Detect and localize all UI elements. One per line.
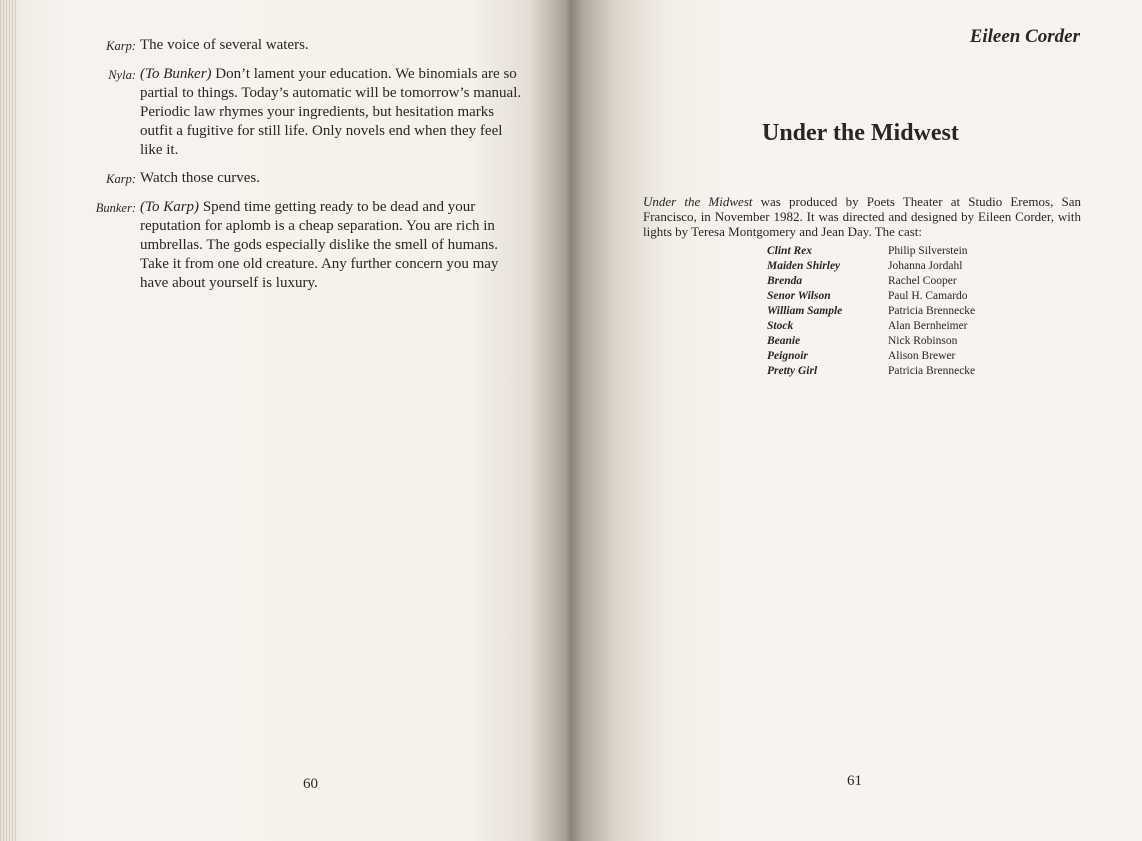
cast-row: [767, 305, 975, 320]
cast-role: Peignoir: [767, 350, 808, 362]
cast-row: [767, 335, 975, 350]
speech-text: [140, 169, 528, 189]
speaker-name: Karp:: [106, 39, 136, 53]
dialogue-line: [88, 36, 528, 56]
cast-row: [767, 275, 975, 290]
cast-role: Maiden Shirley: [767, 260, 841, 272]
speaker-name: Bunker:: [95, 201, 136, 215]
production-text: was produced by Poets Theater at Studio Eremos, San Francisco, in November 1982. It was directed and designed by Eileen Corder, with lights by Teresa Montgomery and Jean Day. The cast:: [643, 194, 1081, 239]
production-play-title: Under the Midwest: [643, 194, 753, 209]
page-edge: [0, 0, 16, 841]
speaker-name: Nyla:: [108, 68, 136, 82]
cast-row: [767, 245, 975, 260]
cast-role: Pretty Girl: [767, 365, 818, 377]
speech-body: The voice of several waters.: [140, 37, 309, 53]
page-number-left: 60: [303, 776, 318, 792]
dialogue-line: [88, 169, 528, 189]
cast-row: [767, 290, 975, 305]
speech-body: Spend time getting ready to be dead and your reputation for aplomb is a cheap separation. You are rich in umbrellas. The gods especially dislike the smell of humans. Take it from one old creature. Any further concern you may have about yourself is luxury.: [140, 199, 499, 291]
speech-text: [140, 198, 528, 293]
play-title: Under the Midwest: [762, 120, 959, 146]
dialogue-block: [88, 36, 528, 302]
cast-role: Brenda: [767, 275, 803, 287]
production-note: [643, 194, 1081, 239]
cast-row: [767, 350, 975, 365]
cast-actor: Paul H. Camardo: [888, 290, 968, 302]
cast-actor: Rachel Cooper: [888, 275, 957, 287]
dialogue-line: [88, 65, 528, 160]
cast-role: William Sample: [767, 305, 843, 317]
page-number-right: 61: [847, 773, 862, 789]
cast-role: Stock: [767, 320, 794, 332]
cast-actor: Alan Bernheimer: [888, 320, 968, 332]
cast-row: [767, 365, 975, 380]
speech-text: [140, 36, 528, 56]
stage-direction: (To Karp): [140, 199, 200, 215]
stage-direction: (To Bunker): [140, 66, 212, 82]
speech-body: Don’t lament your education. We binomials are so partial to things. Today’s automatic will be tomorrow’s manual. Periodic law rhymes your ingredients, but hesitation marks outfit a fugitive for still life. Only novels end when they feel like it.: [140, 66, 522, 158]
cast-role: Senor Wilson: [767, 290, 831, 302]
author-name: Eileen Corder: [969, 26, 1080, 47]
cast-actor: Johanna Jordahl: [888, 260, 963, 272]
cast-role: Beanie: [767, 335, 801, 347]
cast-row: [767, 260, 975, 275]
cast-actor: Patricia Brennecke: [888, 365, 976, 377]
dialogue-line: [88, 198, 528, 293]
speaker-name: Karp:: [106, 172, 136, 186]
speech-body: Watch those curves.: [140, 170, 260, 186]
cast-actor: Nick Robinson: [888, 335, 958, 347]
cast-row: [767, 320, 975, 335]
cast-role: Clint Rex: [767, 245, 813, 257]
speech-text: [140, 65, 528, 160]
cast-actor: Philip Silverstein: [888, 245, 968, 257]
cast-actor: Patricia Brennecke: [888, 305, 976, 317]
cast-actor: Alison Brewer: [888, 350, 956, 362]
cast-list: [767, 245, 975, 380]
